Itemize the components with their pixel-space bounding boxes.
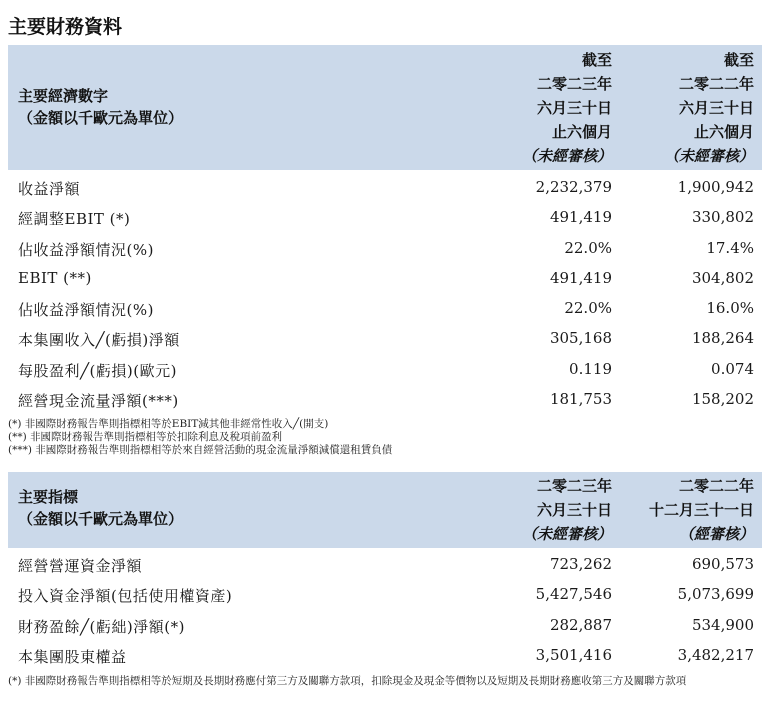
table-row (8, 550, 762, 580)
table-row (8, 234, 762, 264)
table-header (8, 45, 762, 170)
row-label: 財務盈餘╱(虧絀)淨額(*) (18, 617, 185, 636)
row-label: 本集團收入╱(虧損)淨額 (18, 331, 180, 350)
row-label: 經營營運資金淨額 (18, 557, 143, 575)
header-label (18, 486, 183, 530)
footnote: (*) 非國際財務報告準則指標相等於短期及長期財務應付第三方及關聯方款項，扣除現金及現金等價物以及短期及長期財務應收第三方及關聯方款項 (8, 675, 687, 687)
header-label-line1: 主要經濟數字 (18, 87, 109, 105)
row-label: 經營現金流量淨額(***) (18, 392, 179, 411)
row-label: 佔收益淨額情況(%) (18, 301, 154, 320)
value-2022: 330,802 (691, 208, 754, 227)
col-header-line: 二零二二年 (678, 477, 754, 495)
value-2023: 22.0% (564, 238, 612, 257)
page-title: 主要財務資料 (8, 16, 123, 38)
value-2022: 534,900 (691, 615, 754, 634)
col-header-line: （未經審核） (521, 147, 612, 165)
value-2023: 282,887 (549, 615, 612, 634)
value-2022: 16.0% (706, 299, 754, 318)
table-row (8, 264, 762, 294)
row-label: 投入資金淨額(包括使用權資產) (18, 587, 233, 606)
value-2022: 3,482,217 (677, 645, 754, 664)
value-2022: 5,073,699 (677, 585, 754, 604)
value-2023: 3,501,416 (535, 645, 612, 664)
row-label: 經調整EBIT (*) (18, 210, 131, 229)
row-label: 收益淨額 (18, 180, 81, 198)
col-header-line: （經審核） (678, 525, 754, 543)
value-2022: 158,202 (691, 390, 754, 409)
table-row (8, 580, 762, 610)
col-header-line: 十二月三十一日 (648, 501, 754, 519)
table-row (8, 611, 762, 641)
financial-figures-table (8, 45, 762, 415)
footnote: (*) 非國際財務報告準則指標相等於EBIT減其他非經常性收入╱(開支) (8, 418, 329, 430)
column-header-2022 (664, 48, 754, 168)
header-label-line1: 主要指標 (18, 488, 79, 506)
table-header (8, 472, 762, 548)
value-2023: 181,753 (549, 390, 612, 409)
table-row (8, 641, 762, 671)
value-2022: 1,900,942 (677, 178, 754, 196)
value-2023: 491,419 (549, 208, 612, 227)
col-header-line: 六月三十日 (536, 501, 612, 519)
footnote: (***) 非國際財務報告準則指標相等於來自經營活動的現金流量淨額減償還租賃負債 (8, 444, 393, 456)
table-row (8, 385, 762, 415)
col-header-line: 二零二二年 (678, 75, 754, 93)
table-row (8, 324, 762, 354)
table-body (8, 170, 762, 415)
col-header-line: 六月三十日 (536, 99, 612, 117)
header-label (18, 85, 183, 129)
header-label-line2: （金額以千歐元為單位） (18, 109, 184, 127)
col-header-line: 截至 (723, 51, 754, 69)
table-body (8, 548, 762, 671)
col-header-line: （未經審核） (663, 147, 754, 165)
value-2022: 304,802 (691, 268, 754, 287)
header-label-line2: （金額以千歐元為單位） (18, 510, 184, 528)
col-header-line: 二零二三年 (536, 477, 612, 495)
col-header-line: 止六個月 (693, 123, 754, 141)
row-label: 本集團股東權益 (18, 647, 127, 666)
col-header-line: 截至 (581, 51, 612, 69)
value-2023: 305,168 (549, 329, 612, 348)
footnote: (**) 非國際財務報告準則指標相等於扣除利息及稅項前盈利 (8, 431, 283, 443)
value-2023: 491,419 (549, 268, 612, 287)
row-label: 佔收益淨額情況(%) (18, 240, 154, 259)
table-row (8, 173, 762, 203)
value-2022: 188,264 (691, 329, 754, 348)
table-row (8, 203, 762, 233)
footnotes (8, 675, 762, 688)
column-header-2023 (522, 474, 612, 546)
value-2022: 690,573 (691, 555, 754, 573)
row-label: EBIT (**) (18, 268, 92, 287)
value-2023: 5,427,546 (535, 585, 612, 604)
value-2022: 17.4% (706, 238, 754, 257)
column-header-2022 (649, 474, 754, 546)
col-header-line: 二零二三年 (536, 75, 612, 93)
table-row (8, 294, 762, 324)
value-2023: 723,262 (549, 555, 612, 573)
column-header-2023 (522, 48, 612, 168)
footnotes (8, 418, 762, 457)
table-row (8, 355, 762, 385)
key-indicators-table (8, 472, 762, 671)
value-2023: 2,232,379 (535, 178, 612, 196)
value-2023: 22.0% (564, 299, 612, 318)
value-2023: 0.119 (569, 359, 612, 378)
row-label: 每股盈利╱(虧損)(歐元) (18, 361, 177, 380)
col-header-line: 六月三十日 (678, 99, 754, 117)
value-2022: 0.074 (711, 359, 754, 378)
col-header-line: 止六個月 (551, 123, 612, 141)
col-header-line: （未經審核） (521, 525, 612, 543)
